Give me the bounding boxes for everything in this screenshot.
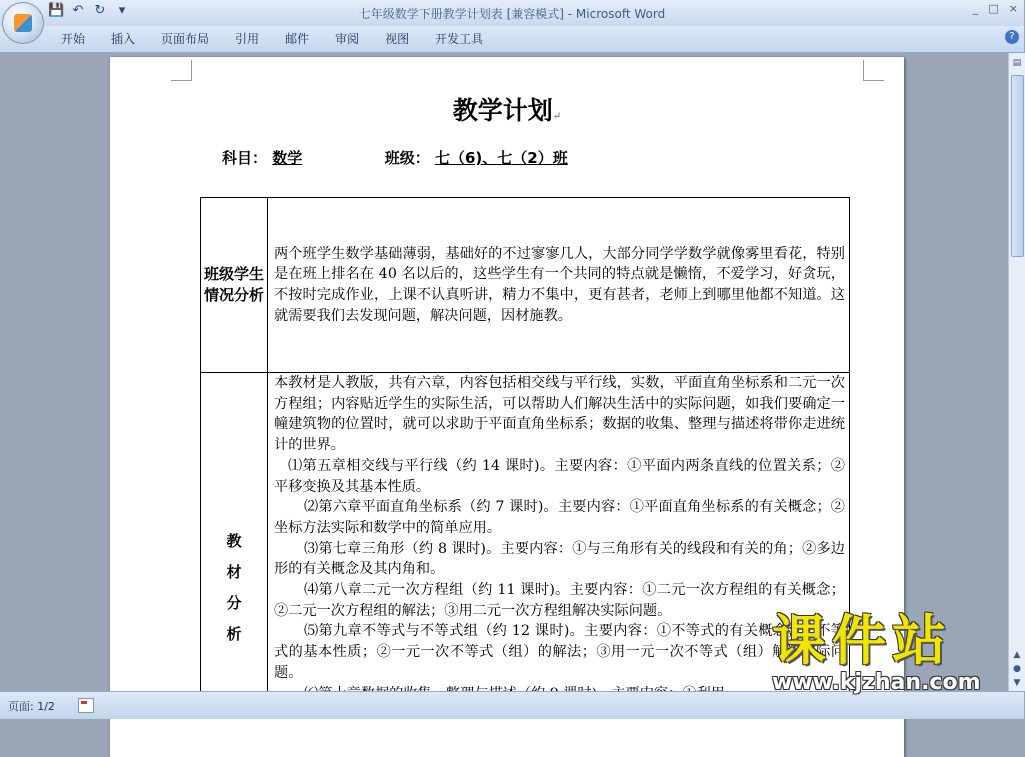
proofing-icon[interactable] — [78, 698, 94, 713]
save-icon[interactable]: 💾 — [48, 3, 65, 18]
tab-page-layout[interactable]: 页面布局 — [161, 32, 210, 46]
subject-value: 数学 — [272, 149, 303, 167]
paragraph: ⑸第九章不等式与不等式组（约 12 课时)。主要内容：①不等式的有关概念；②不等式的基本性质；②一元一次不等式（组）的解法；③用一元一次不等式（组）解决实际问题。 — [274, 623, 845, 681]
textbook-analysis-label — [201, 373, 268, 705]
next-page-icon[interactable]: ▼ — [1013, 678, 1021, 688]
plan-table — [200, 197, 850, 705]
document-title-text: 教学计划 — [452, 96, 553, 125]
tab-home[interactable]: 开始 — [61, 32, 86, 46]
margin-corner-mark — [863, 60, 884, 81]
browse-object-icon[interactable]: ● — [1013, 664, 1021, 674]
label-char: 分 — [226, 594, 242, 613]
paragraph: ⑵第六章平面直角坐标系（约 7 课时)。主要内容：①平面直角坐标系的有关概念；②坐标方法实际和数学中的简单应用。 — [274, 499, 845, 536]
document-area[interactable] — [0, 53, 1008, 691]
redo-icon[interactable]: ↻ — [94, 3, 106, 18]
ribbon — [0, 26, 1024, 53]
table-row — [201, 198, 850, 373]
document-title: 教学计划↵ — [452, 96, 562, 125]
subject-label: 科目： — [222, 149, 268, 167]
help-icon[interactable]: ? — [1005, 30, 1019, 44]
tab-developer[interactable]: 开发工具 — [435, 32, 484, 46]
tab-references[interactable]: 引用 — [235, 32, 260, 46]
paragraph: ⑴第五章相交线与平行线（约 14 课时)。主要内容：①平面内两条直线的位置关系；②平移变换及其基本性质。 — [274, 457, 845, 495]
label-char: 教 — [226, 532, 242, 551]
title-bar — [0, 0, 1024, 26]
label-char: 材 — [226, 563, 242, 582]
tab-review[interactable]: 审阅 — [335, 32, 360, 46]
customize-qat-icon[interactable]: ▾ — [118, 3, 126, 18]
minimize-button[interactable]: _ — [972, 2, 979, 15]
tab-insert[interactable]: 插入 — [111, 32, 136, 46]
subject-class-line — [222, 147, 568, 168]
paragraph: ⑶第七章三角形（约 8 课时)。主要内容：①与三角形有关的线段和有关的角；②多边形的有关概念及其内角和。 — [274, 540, 845, 578]
office-logo-icon — [14, 14, 32, 32]
student-analysis-text: 两个班学生数学基础薄弱，基础好的不过寥寥几人，大部分同学学数学就像雾里看花，特别是在班上排名在 40 名以后的，这些学生有一个共同的特点就是懒惰，不爱学习，好贪玩，不按时完成作业，上课不认真听讲，精力不集中，更有甚者，老师上到哪里他都不知道。这就需要我们去发现问题，解决问题，因材施教。 — [268, 198, 850, 373]
window-title: 七年级数学下册教学计划表 [兼容模式] - Microsoft Word — [358, 7, 666, 21]
prev-page-icon[interactable]: ▲ — [1013, 650, 1021, 660]
paragraph: ⑷第八章二元一次方程组（约 11 课时)。主要内容：①二元一次方程组的有关概念；②二元一次方程组的解法；③用二元一次方程组解决实际问题。 — [274, 582, 845, 619]
page-count[interactable]: 页面: 1/2 — [8, 700, 55, 713]
class-value: 七（6)、七（2）班 — [434, 149, 568, 167]
watermark — [772, 609, 1012, 695]
student-analysis-label: 班级学生情况分析 — [201, 198, 268, 373]
ribbon-tabs — [48, 31, 496, 47]
watermark-logo: 课件站 — [772, 609, 952, 672]
restore-button[interactable]: □ — [988, 2, 999, 15]
vertical-scrollbar[interactable] — [1008, 53, 1025, 691]
close-button[interactable]: × — [1008, 2, 1018, 15]
office-button[interactable] — [2, 2, 44, 44]
tab-mailings[interactable]: 邮件 — [285, 32, 310, 46]
undo-icon[interactable]: ↶ — [72, 3, 84, 18]
table-row — [201, 373, 850, 705]
margin-corner-mark — [171, 60, 192, 81]
window-controls — [973, 2, 1018, 15]
paragraph: 本教材是人教版，共有六章，内容包括相交线与平行线，实数，平面直角坐标系和二元一次方程组；内容贴近学生的实际生活，可以帮助人们解决生活中的实际问题，如我们要确定一幢建筑物的位置时，就可以求助于平面直角坐标系；数据的收集、整理与描述将带你走进统计的世界。 — [274, 375, 845, 454]
textbook-analysis-text — [268, 373, 850, 705]
tab-view[interactable]: 视图 — [385, 32, 410, 46]
ruler-toggle-icon[interactable]: ▤ — [1012, 58, 1022, 68]
watermark-url: www.kjzhan.com — [772, 670, 981, 695]
label-char: 析 — [226, 625, 242, 644]
scroll-thumb[interactable] — [1011, 75, 1024, 257]
class-label: 班级： — [384, 149, 430, 167]
status-bar — [0, 691, 1024, 719]
